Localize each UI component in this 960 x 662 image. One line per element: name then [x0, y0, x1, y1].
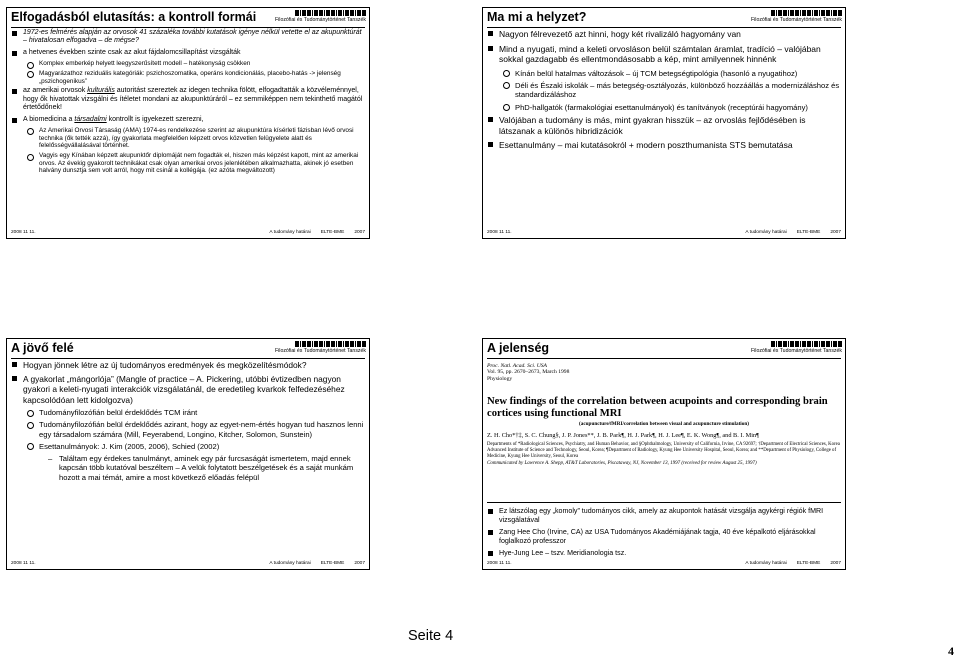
- footer-year: 2007: [354, 230, 365, 235]
- institute-logo: [746, 10, 842, 23]
- slide-footer: [11, 561, 365, 566]
- slide-1: [6, 7, 370, 239]
- bullet: Esettanulmány – mai kutatásokról + modern poszthumanista STS bemutatása: [487, 140, 841, 151]
- journal-name: Proc. Natl. Acad. Sci. USA: [487, 363, 547, 369]
- slide-body: [11, 29, 365, 177]
- paper-keywords: (acupuncture/fMRI/correlation between visual and acupuncture stimulation): [579, 420, 749, 427]
- footer-date: 2008 11 11.: [11, 561, 36, 566]
- slide-3: [6, 338, 370, 570]
- slide-title: A jövő felé: [11, 341, 74, 355]
- institute-logo: [270, 341, 366, 354]
- footer-year: 2007: [354, 561, 365, 566]
- paper-excerpt: [487, 363, 841, 503]
- page-number: 4: [948, 644, 954, 658]
- slide-footer: [487, 561, 841, 566]
- sub-bullet: PhD-hallgatók (farmakológiai esettanulmányok) és tanítványok (receptúrái hagyomány): [501, 103, 841, 112]
- footer-course: A tudomány határai: [745, 561, 787, 566]
- sub-bullet: Tudományfilozófián belül érdeklődés TCM iránt: [25, 408, 365, 418]
- bullet: A biomedicina a társadalmi kontrollt is igyekezett szerezni,: [11, 116, 365, 124]
- journal-volume: Vol. 95, pp. 2670–2673, March 1998: [487, 369, 570, 376]
- sub-bullet: Esettanulmányok: J. Kim (2005, 2006), Schied (2002): [25, 442, 365, 452]
- institute-name: Filozófiai és Tudománytörténet Tanszék: [750, 348, 842, 354]
- title-rule: [11, 358, 365, 359]
- sub-bullet: Déli és Északi iskolák – más betegség-osztályozás, különböző hozzáállás a modernizáláshoz és standardizáláshoz: [501, 81, 841, 100]
- journal-section: Physiology: [487, 375, 513, 382]
- bullet: 1972-es felmérés alapján az orvosok 41 százaléka további kutatások igénye nélkül vetette el az akupunktúrát – hivatalosan elfogadva – de mégse?: [11, 29, 365, 46]
- footer-course: A tudomány határai: [745, 230, 787, 235]
- slide-title: Ma mi a helyzet?: [487, 10, 587, 24]
- institute-name: Filozófiai és Tudománytörténet Tanszék: [750, 17, 842, 23]
- sub-bullet: Az Amerikai Orvosi Társaság (AMA) 1974-es rendelkezése szerint az akupunktúra kísérleti fázisban lévő orvosi technika (ők tették azzá), így gyakorlata megfelelően képzett orvos közvetlen felügyelete alatt és felelősségvállalásával történhet.: [25, 127, 365, 150]
- slide-body: [487, 507, 841, 561]
- bullet: Nagyon félrevezető azt hinni, hogy két rivalizáló hagyomány van: [487, 29, 841, 40]
- footer-date: 2008 11 11.: [487, 561, 512, 566]
- sub-sub-bullet: – Találtam egy érdekes tanulmányt, aminek egy pár furcsaságát ismertetem, majd ennek kapcsán több kutatóval beszéltem – A velük folytatott beszélgetések és a saját munkám hozott a mai témát, amire a most következő előadás felépül: [45, 454, 365, 483]
- footer-org: ELTE-BME: [320, 561, 345, 566]
- slide-footer: [11, 230, 365, 235]
- sub-bullet: Vagyis egy Kínában képzett akupunktőr diplomáját nem fogadták el, hiszen más képzést kapott, mint az amerikai orvos. Az évekig gyakorolt technikákat csak olyan amerikai orvos jelenlétében alkalmazhatta, akinek jó esetben halvány dunsztja sem volt arról, hogy mit csinál a kollégája. (ez azóta megváltozott): [25, 152, 365, 175]
- footer-org: ELTE-BME: [796, 561, 821, 566]
- footer-date: 2008 11 11.: [487, 230, 512, 235]
- footer-date: 2008 11 11.: [11, 230, 36, 235]
- institute-name: Filozófiai és Tudománytörténet Tanszék: [274, 17, 366, 23]
- slide-body: [11, 360, 365, 484]
- footer-year: 2007: [830, 561, 841, 566]
- slide-4: [482, 338, 846, 570]
- paper-authors: Z. H. Cho*†‡, S. C. Chung§, J. P. Jones**, J. B. Park¶, H. J. Park¶, H. J. Lee¶, E. K. Wong¶, and B. I. Min¶: [487, 431, 759, 439]
- bullet: az amerikai orvosok kulturális autoritást szereztek az idegen technika fölött, elfogadtatták a közvéleménnyel, hogy ők hivatottak vizsgálni és ítéletet mondani az akupunktúráról – ez semmiképpen nem tekinthető magától értetődőnek!: [11, 87, 365, 112]
- slide-title: A jelenség: [487, 341, 550, 355]
- footer-year: 2007: [830, 230, 841, 235]
- institute-logo: [746, 341, 842, 354]
- sub-bullet: Tudományfilozófián belül érdeklődés azirant, hogy az egyet-nem-értés hogyan tud hasznos lenni egy társadalom számára (Mill, Feyerabend, Longino, Kitcher, Solomon, Sunstein): [25, 420, 365, 440]
- paper-communicated: Communicated by Lawrence A. Shepp, AT&T Laboratories, Piscataway, NJ, November 13, 1997 (received for review August 25, 1997): [487, 461, 757, 467]
- title-rule: [487, 358, 841, 359]
- bullet: Mind a nyugati, mind a keleti orvosláson belül számtalan áramlat, tradíció – valójában sokkal gazdagabb és ellentmondásosabb a kép, mint amilyennek hinnénk: [487, 44, 841, 65]
- slide-title: Elfogadásból elutasítás: a kontroll formái: [11, 10, 257, 24]
- institute-bars-icon: [746, 10, 842, 16]
- footer-org: ELTE-BME: [796, 230, 821, 235]
- slide-footer: [487, 230, 841, 235]
- footer-org: ELTE-BME: [320, 230, 345, 235]
- institute-bars-icon: [270, 10, 366, 16]
- footer-course: A tudomány határai: [269, 230, 311, 235]
- institute-name: Filozófiai és Tudománytörténet Tanszék: [274, 348, 366, 354]
- institute-bars-icon: [270, 341, 366, 347]
- slide-body: [487, 29, 841, 155]
- institute-bars-icon: [746, 341, 842, 347]
- slide-2: [482, 7, 846, 239]
- footer-course: A tudomány határai: [269, 561, 311, 566]
- bullet: Zang Hee Cho (Irvine, CA) az USA Tudományos Akadémiájának tagja, 40 éve képalkotó eljárásokkal foglalkozó professzor: [487, 528, 841, 546]
- paper-title: New findings of the correlation between acupoints and corresponding brain cortices using functional MRI: [487, 395, 828, 419]
- bullet: a hetvenes években szinte csak az akut fájdalomcsillapítást vizsgálták: [11, 49, 365, 57]
- title-rule: [487, 27, 841, 28]
- page-label: Seite 4: [408, 628, 454, 644]
- sub-bullet: Kínán belül hatalmas változások – új TCM betegségtipológia (hasonló a nyugatihoz): [501, 69, 841, 78]
- institute-logo: [270, 10, 366, 23]
- sub-bullet: Magyarázathoz reziduális kategóriák: pszichoszomatika, operáns kondicionálás, placebo-hatás -> jelenség „pszichogenikus”: [25, 70, 365, 85]
- bullet: Valójában a tudomány is más, mint gyakran hisszük – az orvoslás fejlődésében is látszanak a különös hibridizációk: [487, 115, 841, 136]
- paper-affiliations: Departments of *Radiological Sciences, Psychiatry, and Human Behavior, and §Ophthalmology, University of California, Irvine, CA 92697; †Department of Electrical Sciences, Korea Advanced Institute of Science and Technology, Seoul, Korea; ¶Department of Radiology, Kyung Hee University Hospital, Seoul, Korea; and **Department of Physiology, College of Medicine, Kyung Hee University, Seoul, Korea: [487, 441, 840, 460]
- title-rule: [11, 27, 365, 28]
- bullet: A gyakorlat „mángorlója” (Mangle of practice – A. Pickering, utóbbi évtizedben nagyon gyakori a keleti-nyugati interakciók vizsgálatánál, de eredetileg kvarkok felfedezéséhez kapcsolódóan lett kidolgozva): [11, 374, 365, 406]
- sub-bullet: Komplex emberkép helyett leegyszerűsített modell – hatékonyság csökken: [25, 60, 365, 68]
- bullet: Ez látszólag egy „komoly” tudományos cikk, amely az akupontok hatását vizsgálja agykérgi régiók fMRI vizsgálatával: [487, 507, 841, 525]
- bullet: Hye-Jung Lee – tszv. Meridianologia tsz.: [487, 549, 841, 558]
- bullet: Hogyan jönnek létre az új tudományos eredmények és megközelítésmódok?: [11, 360, 365, 371]
